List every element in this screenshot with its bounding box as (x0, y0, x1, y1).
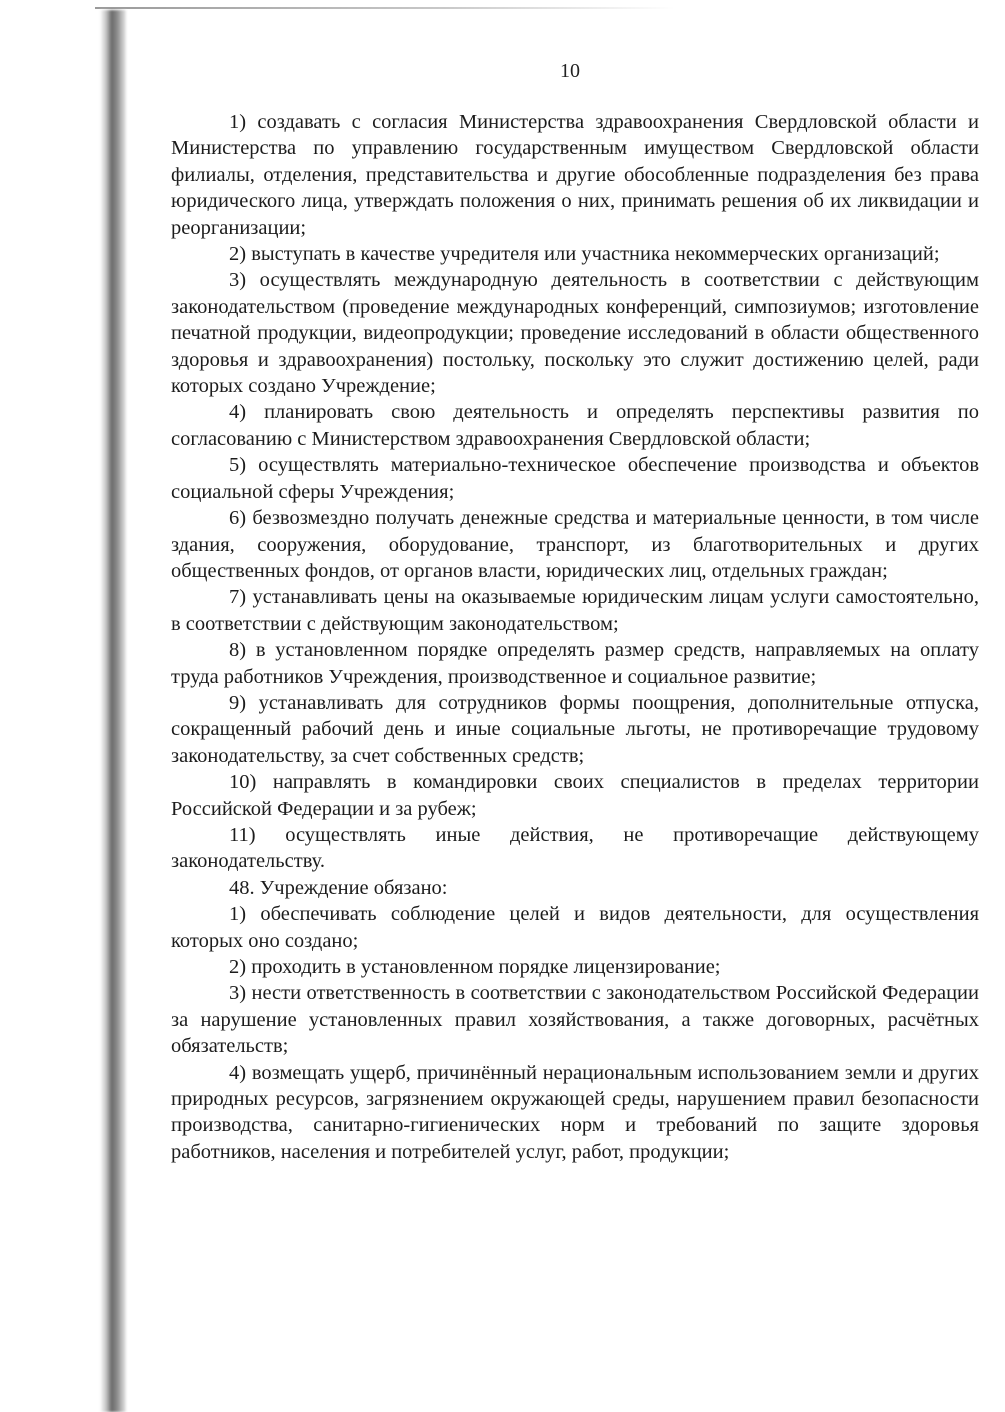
paragraph-rights-8: 8) в установленном порядке определять размер средств, направляемых на оплату труда работников Учреждения, производственное и социальное развитие; (171, 639, 979, 688)
paragraph-duties-4: 4) возмещать ущерб, причинённый нерациональным использованием земли и других природных ресурсов, загрязнением окружающей среды, нарушением правил безопасности производства, санитарно-гигиенических норм и требований по защите здоровья работников, населения и потребителей услуг, работ, продукции; (171, 1061, 979, 1163)
paragraph-rights-9: 9) устанавливать для сотрудников формы поощрения, дополнительные отпуска, сокращенный рабочий день и иные социальные льготы, не противоречащие трудовому законодательству, за счет собственных средств; (171, 691, 979, 767)
section-heading-48: 48. Учреждение обязано: (229, 876, 448, 899)
paragraph-rights-1: 1) создавать с согласия Министерства здравоохранения Свердловской области и Министерства по управлению государственным имуществом Свердловской области филиалы, отделения, представительства и другие обособленные подразделения без права юридического лица, утверждать положения о них, принимать решения об их ликвидации и реорганизации; (171, 111, 979, 239)
paragraph-rights-2: 2) выступать в качестве учредителя или участника некоммерческих организаций; (229, 243, 940, 266)
paragraph-rights-11: 11) осуществлять иные действия, не противоречащие действующему законодательству. (171, 823, 979, 873)
paragraph-rights-3: 3) осуществлять международную деятельность в соответствии с действующим законодательством (проведение международных конференций, симпозиумов; изготовление печатной продукции, видеопродукции; проведение исследований в области общественного здоровья и здравоохранения) постольку, поскольку это служит достижению целей, ради которых создано Учреждение; (171, 269, 979, 398)
document-body (171, 109, 979, 1165)
paragraph-rights-6: 6) безвозмездно получать денежные средства и материальные ценности, в том числе здания, сооружения, оборудование, транспорт, из благотворительных и других общественных фондов, от органов власти, юридических лиц, отдельных граждан; (171, 507, 979, 582)
paragraph-rights-7: 7) устанавливать цены на оказываемые юридическим лицам услуги самостоятельно, в соответствии с действующим законодательством; (171, 586, 979, 635)
scan-binding-shadow (100, 10, 126, 1412)
paragraph-duties-3: 3) нести ответственность в соответствии с законодательством Российской Федерации за нарушение установленных правил хозяйствования, а также договорных, расчётных обязательств; (171, 982, 979, 1058)
scan-edge-line (95, 7, 675, 9)
paragraph-rights-5: 5) осуществлять материально-техническое обеспечение производства и объектов социальной сферы Учреждения; (171, 454, 979, 503)
paragraph-rights-10: 10) направлять в командировки своих специалистов в пределах территории Российской Федерации и за рубеж; (171, 771, 979, 820)
paragraph-duties-1: 1) обеспечивать соблюдение целей и видов деятельности, для осуществления которых оно создано; (171, 903, 979, 952)
paragraph-rights-4: 4) планировать свою деятельность и определять перспективы развития по согласованию с Министерством здравоохранения Свердловской области; (171, 401, 979, 450)
paragraph-duties-2: 2) проходить в установленном порядке лицензирование; (229, 956, 721, 978)
page-number: 10 (560, 60, 580, 82)
